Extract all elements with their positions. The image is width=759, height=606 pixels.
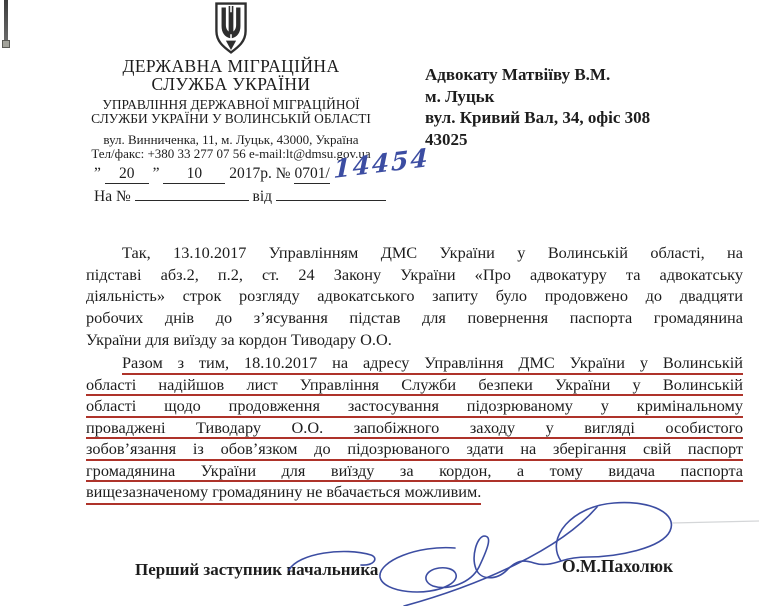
body-line: Так, 13.10.2017 Управлінням ДМС України у Волинській області, на [122, 243, 743, 262]
body-line-underlined: громадянина України для виїзду за кордон, а тому видача паспорта [86, 461, 743, 483]
body-line-underlined-last: вищезазначеному громадянину не вбачається можливим. [86, 482, 743, 504]
org-name-line3: УПРАВЛІННЯ ДЕРЖАВНОЇ МІГРАЦІЙНОЇ [102, 97, 360, 112]
body-line: робочих днів до з’ясування підстав для повернення паспорта громадянина [86, 308, 743, 328]
signer-title: Перший заступник начальника [135, 560, 379, 579]
handwritten-outgoing-number: 14454 [332, 142, 430, 185]
reply-label: На № [94, 188, 131, 205]
org-name-line1: ДЕРЖАВНА МІГРАЦІЙНА [122, 56, 340, 76]
number-sign: № [275, 165, 291, 182]
body-line: підставі абз.2, п.2, ст. 24 Закону України «Про адвокатуру та адвокатську [86, 264, 743, 284]
signer-name: О.М.Пахолюк [562, 556, 674, 576]
scan-streak [672, 521, 759, 523]
close-quote: ” [152, 165, 160, 182]
body-line-underlined: зобов’язання із обов’язком до підозрюваного здати на зберігання свій паспорт [86, 439, 743, 461]
org-name-line2: СЛУЖБА УКРАЇНИ [151, 74, 311, 94]
open-quote: ” [94, 165, 101, 182]
recipient-street: вул. Кривий Вал, 34, офіс 308 [425, 108, 651, 127]
year-label: 2017р. [229, 165, 272, 182]
body-line-underlined: Разом з тим, 18.10.2017 на адресу Управління ДМС України у Волинській [122, 353, 743, 375]
recipient-postcode: 43025 [425, 129, 468, 149]
recipient-name: Адвокату Матвіїву В.М. [425, 65, 611, 84]
body-line-underlined: проваджені Тиводару О.О. запобіжного заходу у вигляді особистого [86, 418, 743, 440]
org-name-line4: СЛУЖБИ УКРАЇНИ У ВОЛИНСЬКІЙ ОБЛАСТІ [91, 111, 371, 127]
body-line-underlined: області надійшов лист Управління Служби безпеки України у Волинській [86, 375, 743, 397]
day-field: 20 [105, 165, 149, 184]
body-line: України для виїзду за кордон Тиводару О.О. [86, 329, 392, 349]
number-prefix: 0701/ [294, 165, 330, 182]
org-phone-email: Тел/факс: +380 33 277 07 56 e-mail:lt@dmsu.gov.ua [91, 146, 371, 162]
org-address: вул. Винниченка, 11, м. Луцьк, 43000, Україна [103, 132, 359, 148]
month-field: 10 [163, 165, 225, 184]
body-line-underlined: області щодо продовження застосування підозрюваному у кримінальному [86, 396, 743, 418]
recipient-city: м. Луцьк [425, 86, 495, 106]
reply-from-label: від [252, 188, 273, 205]
body-line: діяльність» строк розгляду адвокатського запиту було продовжено до двадцяти [86, 286, 743, 306]
